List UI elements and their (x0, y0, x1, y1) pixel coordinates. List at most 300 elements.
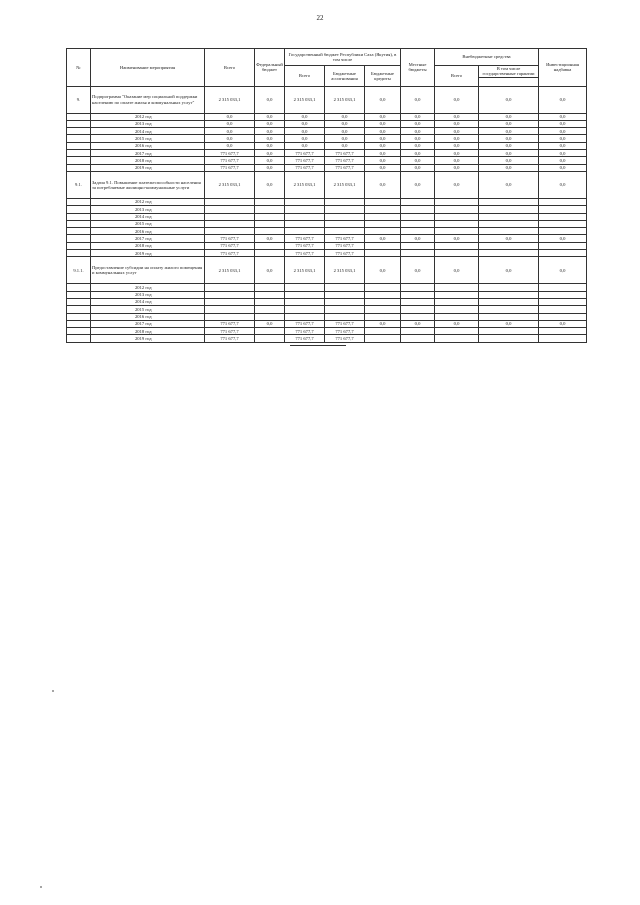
row-value: 0,0 (539, 235, 587, 242)
row-value: 0,0 (435, 164, 479, 171)
row-name: 2012 год (91, 284, 205, 291)
row-value (205, 298, 255, 305)
row-value: 2 315 033,1 (205, 257, 255, 284)
table-row-section (67, 257, 587, 284)
row-value (365, 313, 401, 320)
row-value (479, 228, 539, 235)
row-value: 0,0 (365, 164, 401, 171)
row-value: 2 315 033,1 (325, 86, 365, 113)
row-value: 0,0 (365, 135, 401, 142)
row-value: 0,0 (401, 320, 435, 327)
row-value (479, 213, 539, 220)
row-value (285, 213, 325, 220)
row-name: 2019 год (91, 335, 205, 342)
row-value (435, 306, 479, 313)
table-row-section (67, 86, 587, 113)
row-num (67, 242, 91, 249)
row-value: 0,0 (401, 113, 435, 120)
row-value: 771 677,7 (285, 242, 325, 249)
row-value: 0,0 (325, 120, 365, 127)
row-value: 0,0 (539, 120, 587, 127)
row-value (205, 206, 255, 213)
row-value (401, 213, 435, 220)
table-row-year (67, 206, 587, 213)
row-value: 0,0 (255, 120, 285, 127)
row-name: 2015 год (91, 220, 205, 227)
row-value (479, 220, 539, 227)
row-num (67, 128, 91, 135)
row-value (401, 250, 435, 257)
row-value (539, 242, 587, 249)
table-row-year (67, 142, 587, 149)
table-row-year (67, 113, 587, 120)
row-num (67, 206, 91, 213)
header-federal: Федеральный бюджет (255, 49, 285, 87)
row-value (401, 328, 435, 335)
table-row-year (67, 335, 587, 342)
row-num (67, 250, 91, 257)
row-value (479, 298, 539, 305)
row-value (365, 206, 401, 213)
row-num (67, 298, 91, 305)
row-name: Предоставление субсидии на оплату жилого помещения и коммунальных услуг (91, 257, 205, 284)
row-value: 0,0 (479, 128, 539, 135)
row-value: 771 677,7 (205, 328, 255, 335)
row-value (255, 206, 285, 213)
row-value: 0,0 (479, 142, 539, 149)
row-value (255, 335, 285, 342)
row-value: 771 677,7 (285, 235, 325, 242)
row-value: 0,0 (401, 164, 435, 171)
row-value: 0,0 (539, 257, 587, 284)
row-value (479, 206, 539, 213)
table-row-year (67, 150, 587, 157)
page-number: 22 (316, 14, 324, 22)
row-value (479, 250, 539, 257)
row-value (401, 228, 435, 235)
row-value (401, 306, 435, 313)
row-value (539, 198, 587, 205)
row-name: 2013 год (91, 120, 205, 127)
table-row-year (67, 284, 587, 291)
row-value (539, 220, 587, 227)
row-value: 0,0 (285, 142, 325, 149)
row-name: 2016 год (91, 228, 205, 235)
row-value (285, 220, 325, 227)
row-value: 2 315 033,1 (205, 171, 255, 198)
row-value (285, 198, 325, 205)
row-value (435, 298, 479, 305)
row-name: 2012 год (91, 198, 205, 205)
row-name: 2014 год (91, 128, 205, 135)
table-row-year (67, 320, 587, 327)
row-value: 771 677,7 (285, 320, 325, 327)
row-value: 0,0 (255, 113, 285, 120)
row-value (205, 220, 255, 227)
row-value (285, 284, 325, 291)
row-value (255, 328, 285, 335)
row-name: Задача 9.1. Повышение платежеспособности населения за потребляемые жилищно-коммунальные услуги (91, 171, 205, 198)
header-name: Наименование мероприятия (91, 49, 205, 87)
row-value (365, 291, 401, 298)
row-value: 2 315 033,1 (285, 257, 325, 284)
header-state-allocations: Бюджетные ассигнования (325, 66, 365, 87)
row-value: 0,0 (479, 120, 539, 127)
row-value: 0,0 (435, 128, 479, 135)
row-value: 0,0 (479, 150, 539, 157)
row-value: 0,0 (401, 257, 435, 284)
row-value: 0,0 (205, 142, 255, 149)
row-value (325, 198, 365, 205)
row-num (67, 157, 91, 164)
header-total: Всего (205, 49, 255, 87)
table-row-year (67, 250, 587, 257)
row-value (401, 242, 435, 249)
row-name: 2015 год (91, 135, 205, 142)
table-row-year (67, 291, 587, 298)
row-value: 771 677,7 (285, 164, 325, 171)
row-value: 0,0 (325, 113, 365, 120)
row-name: 2017 год (91, 235, 205, 242)
row-value (435, 228, 479, 235)
row-value (285, 313, 325, 320)
table-row-year (67, 120, 587, 127)
row-value: 0,0 (365, 235, 401, 242)
row-value: 0,0 (539, 113, 587, 120)
row-value: 0,0 (325, 135, 365, 142)
row-value: 0,0 (205, 113, 255, 120)
row-name: 2017 год (91, 320, 205, 327)
row-value (401, 291, 435, 298)
row-name: 2017 год (91, 150, 205, 157)
row-name: 2018 год (91, 242, 205, 249)
row-value: 0,0 (285, 128, 325, 135)
row-value (205, 213, 255, 220)
row-value: 0,0 (255, 86, 285, 113)
row-value: 0,0 (255, 320, 285, 327)
row-value: 0,0 (401, 135, 435, 142)
row-value: 0,0 (325, 128, 365, 135)
row-value: 0,0 (539, 320, 587, 327)
row-value (435, 313, 479, 320)
row-value (325, 306, 365, 313)
row-value: 771 677,7 (205, 335, 255, 342)
row-value: 0,0 (479, 113, 539, 120)
scan-speck (40, 886, 42, 888)
row-value (365, 250, 401, 257)
row-value: 0,0 (539, 86, 587, 113)
row-num (67, 213, 91, 220)
row-value: 771 677,7 (285, 250, 325, 257)
row-value: 0,0 (365, 113, 401, 120)
row-value (205, 228, 255, 235)
row-value (479, 291, 539, 298)
row-value: 771 677,7 (325, 320, 365, 327)
row-num (67, 142, 91, 149)
row-value: 0,0 (539, 150, 587, 157)
table-row-year (67, 164, 587, 171)
row-value (285, 298, 325, 305)
row-num (67, 150, 91, 157)
row-name: Подпрограмма "Оказание мер социальной поддержки населению по оплате жилья и коммунальных услуг" (91, 86, 205, 113)
row-value: 2 315 033,1 (325, 171, 365, 198)
header-investment: Инвестиционная надбавка (539, 49, 587, 87)
row-value: 0,0 (365, 128, 401, 135)
row-num (67, 306, 91, 313)
row-value: 0,0 (539, 171, 587, 198)
row-value: 0,0 (285, 120, 325, 127)
row-value: 771 677,7 (325, 328, 365, 335)
row-value (435, 213, 479, 220)
row-value (539, 291, 587, 298)
row-value: 0,0 (255, 257, 285, 284)
row-num (67, 164, 91, 171)
row-num (67, 335, 91, 342)
row-value: 0,0 (479, 164, 539, 171)
row-value (365, 306, 401, 313)
row-value: 771 677,7 (205, 157, 255, 164)
row-value: 0,0 (365, 257, 401, 284)
row-value: 0,0 (539, 142, 587, 149)
row-value: 771 677,7 (325, 157, 365, 164)
row-value (255, 291, 285, 298)
row-value: 2 315 033,1 (285, 86, 325, 113)
row-num (67, 320, 91, 327)
row-name: 2014 год (91, 213, 205, 220)
row-name: 2016 год (91, 313, 205, 320)
row-value (365, 220, 401, 227)
row-value: 771 677,7 (205, 242, 255, 249)
row-value (479, 242, 539, 249)
header-extra-total: Всего (435, 66, 479, 87)
row-value (325, 228, 365, 235)
table-row-year (67, 306, 587, 313)
row-value (255, 313, 285, 320)
row-value: 0,0 (255, 142, 285, 149)
row-value: 771 677,7 (285, 328, 325, 335)
row-value (365, 228, 401, 235)
row-value (365, 213, 401, 220)
table-row-year (67, 213, 587, 220)
row-value: 771 677,7 (325, 164, 365, 171)
row-value (255, 298, 285, 305)
header-extra-guarantee-cont (479, 77, 539, 86)
row-value (401, 220, 435, 227)
row-value: 0,0 (365, 171, 401, 198)
row-value: 0,0 (539, 128, 587, 135)
row-value: 0,0 (435, 113, 479, 120)
row-value (365, 198, 401, 205)
row-value (539, 284, 587, 291)
row-value: 771 677,7 (205, 250, 255, 257)
row-value: 0,0 (365, 150, 401, 157)
row-value (205, 313, 255, 320)
row-value: 0,0 (401, 157, 435, 164)
row-value: 0,0 (539, 164, 587, 171)
row-value: 0,0 (479, 157, 539, 164)
header-local: Местные бюджеты (401, 49, 435, 87)
row-value (255, 198, 285, 205)
row-value: 0,0 (365, 320, 401, 327)
row-value (255, 242, 285, 249)
row-value (365, 335, 401, 342)
row-name: 2016 год (91, 142, 205, 149)
row-value: 0,0 (255, 164, 285, 171)
row-value (539, 250, 587, 257)
row-value: 0,0 (479, 171, 539, 198)
row-value: 771 677,7 (285, 157, 325, 164)
row-value: 0,0 (401, 120, 435, 127)
header-extra-group: Внебюджетные средства (435, 49, 539, 66)
row-value: 0,0 (285, 135, 325, 142)
row-value: 0,0 (479, 257, 539, 284)
row-value: 0,0 (205, 120, 255, 127)
row-value (479, 284, 539, 291)
row-value: 0,0 (255, 157, 285, 164)
row-value: 0,0 (205, 135, 255, 142)
row-value (325, 291, 365, 298)
row-value (435, 198, 479, 205)
row-value (539, 206, 587, 213)
row-value (479, 306, 539, 313)
row-value: 0,0 (479, 235, 539, 242)
row-value (401, 198, 435, 205)
row-value (255, 284, 285, 291)
row-value: 0,0 (205, 128, 255, 135)
row-value: 0,0 (365, 142, 401, 149)
row-name: 2018 год (91, 328, 205, 335)
row-value: 0,0 (401, 142, 435, 149)
row-value (401, 335, 435, 342)
row-value: 771 677,7 (205, 164, 255, 171)
row-name: 2019 год (91, 250, 205, 257)
row-value (539, 298, 587, 305)
row-value: 0,0 (401, 171, 435, 198)
row-value: 0,0 (365, 120, 401, 127)
row-value (539, 306, 587, 313)
row-value: 0,0 (255, 135, 285, 142)
row-value: 0,0 (435, 235, 479, 242)
row-value (365, 242, 401, 249)
row-value: 0,0 (401, 150, 435, 157)
row-num (67, 228, 91, 235)
row-value (255, 213, 285, 220)
row-num (67, 120, 91, 127)
row-num (67, 313, 91, 320)
row-num (67, 198, 91, 205)
row-value (435, 328, 479, 335)
row-value: 0,0 (479, 86, 539, 113)
scan-speck (52, 690, 54, 692)
row-value (325, 313, 365, 320)
row-value (325, 298, 365, 305)
row-value (325, 206, 365, 213)
row-value (205, 198, 255, 205)
row-value (479, 198, 539, 205)
row-value (365, 284, 401, 291)
row-value: 771 677,7 (205, 320, 255, 327)
row-value: 0,0 (255, 235, 285, 242)
row-value (435, 291, 479, 298)
row-value: 0,0 (435, 320, 479, 327)
row-value: 0,0 (435, 142, 479, 149)
row-value: 771 677,7 (325, 235, 365, 242)
row-value: 0,0 (255, 150, 285, 157)
row-num (67, 328, 91, 335)
row-value: 0,0 (479, 320, 539, 327)
row-num (67, 284, 91, 291)
row-value: 0,0 (285, 113, 325, 120)
row-value: 0,0 (325, 142, 365, 149)
row-value: 0,0 (479, 135, 539, 142)
table-row-year (67, 157, 587, 164)
row-value (255, 220, 285, 227)
row-value: 0,0 (435, 120, 479, 127)
header-extra-state-guarantee: В том числе государственные гарантии (479, 66, 539, 78)
row-value: 0,0 (539, 157, 587, 164)
row-value (401, 206, 435, 213)
row-num: 9.1.1. (67, 257, 91, 284)
row-value: 0,0 (255, 128, 285, 135)
row-value (539, 335, 587, 342)
row-num: 9. (67, 86, 91, 113)
row-name: 2013 год (91, 291, 205, 298)
row-value: 0,0 (401, 128, 435, 135)
row-value (285, 206, 325, 213)
table-row-year (67, 298, 587, 305)
table-row-year (67, 313, 587, 320)
table-row-year (67, 135, 587, 142)
header-num: № (67, 49, 91, 87)
row-name: 2013 год (91, 206, 205, 213)
table-body (67, 86, 587, 342)
row-value: 0,0 (539, 135, 587, 142)
row-value: 2 315 033,1 (205, 86, 255, 113)
row-value (255, 306, 285, 313)
row-value: 771 677,7 (205, 150, 255, 157)
row-num (67, 113, 91, 120)
row-value (325, 213, 365, 220)
row-name: 2015 год (91, 306, 205, 313)
row-value (205, 291, 255, 298)
row-value (479, 335, 539, 342)
table-row-year (67, 220, 587, 227)
row-value (539, 313, 587, 320)
row-name: 2012 год (91, 113, 205, 120)
row-value (539, 213, 587, 220)
row-value: 0,0 (435, 157, 479, 164)
row-value (285, 291, 325, 298)
row-value (435, 250, 479, 257)
row-value: 0,0 (435, 171, 479, 198)
table-row-section (67, 171, 587, 198)
row-value (435, 206, 479, 213)
row-num (67, 135, 91, 142)
row-value: 771 677,7 (325, 242, 365, 249)
row-value (401, 298, 435, 305)
row-value (285, 228, 325, 235)
row-num (67, 220, 91, 227)
row-value: 771 677,7 (325, 250, 365, 257)
row-value (205, 284, 255, 291)
table-row-year (67, 228, 587, 235)
row-value: 0,0 (365, 86, 401, 113)
table-row-year (67, 242, 587, 249)
row-value: 2 315 033,1 (325, 257, 365, 284)
row-value: 771 677,7 (325, 335, 365, 342)
row-name: 2014 год (91, 298, 205, 305)
row-value (205, 306, 255, 313)
